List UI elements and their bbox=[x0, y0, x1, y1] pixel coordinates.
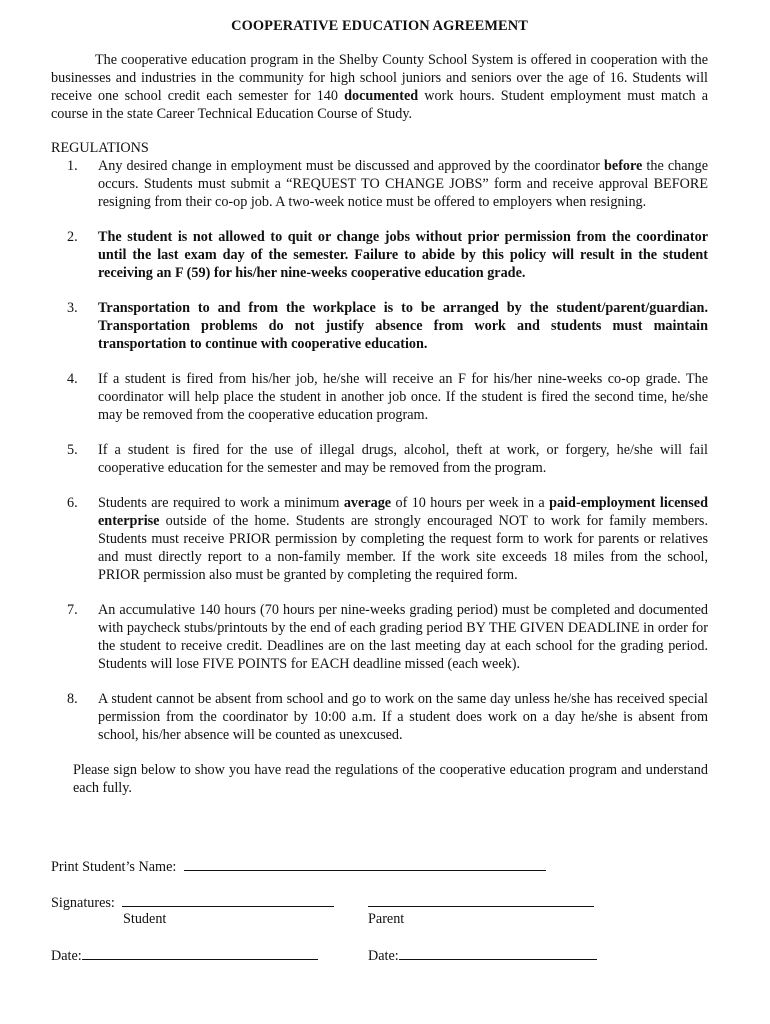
print-name-field[interactable] bbox=[184, 856, 546, 871]
parent-signature-field[interactable] bbox=[368, 892, 594, 907]
student-date-row bbox=[51, 945, 318, 965]
signatures-label: Signatures: bbox=[51, 895, 115, 911]
regulation-text: Students are required to work a minimum bbox=[98, 495, 344, 511]
regulation-text: A student cannot be absent from school and go to work on the same day unless he/she has received special permission from the coordinator by 10:00 a.m. If a student does work on a day he/she is absent from school, his/her absence will be counted as unexcused. bbox=[98, 691, 708, 743]
regulation-number: 4. bbox=[67, 371, 78, 387]
document-title: COOPERATIVE EDUCATION AGREEMENT bbox=[231, 18, 528, 34]
parent-date-label: Date: bbox=[368, 948, 399, 964]
regulation-number: 1. bbox=[67, 158, 78, 174]
student-signature-field[interactable] bbox=[122, 892, 334, 907]
regulation-text: of 10 hours per week in a bbox=[391, 495, 550, 511]
regulation-number: 3. bbox=[67, 300, 78, 316]
regulation-text: the change occurs. Students must submit a “REQUEST TO CHANGE JOBS” form and receive approval BEFORE resigning from their co-op job. A two-week notice must be offered to employers when resigning. bbox=[98, 158, 708, 210]
regulation-number: 6. bbox=[67, 495, 78, 511]
regulation-item-1 bbox=[51, 157, 708, 211]
intro-paragraph bbox=[51, 51, 708, 123]
student-caption: Student bbox=[123, 911, 167, 927]
intro-text-2: work hours. Student employment must match a course in the state Career Technical Education Course of Study. bbox=[51, 88, 709, 122]
regulation-number: 5. bbox=[67, 442, 78, 458]
regulation-bold-text: Transportation to and from the workplace is to be arranged by the student/parent/guardian. Transportation problems do not justify absence from work and students must maintain transportation to continue with cooperative education. bbox=[98, 300, 708, 352]
regulation-text: outside of the home. Students are strongly encouraged NOT to work for family members. Students must receive PRIOR permission by completing the request form to work for parents or relatives and must directly report to a non-family member. If the work site exceeds 18 miles from the school, PRIOR permission also must be granted by completing the required form. bbox=[98, 513, 708, 583]
regulation-bold-text: The student is not allowed to quit or change jobs without prior permission from the coordinator until the last exam day of the semester. Failure to abide by this policy will result in the student receiving an F (59) for his/her nine-weeks cooperative education grade. bbox=[98, 229, 708, 281]
regulation-bold-text: before bbox=[604, 158, 643, 174]
regulation-item-6 bbox=[51, 494, 708, 584]
regulation-text: Any desired change in employment must be discussed and approved by the coordinator bbox=[98, 158, 604, 174]
regulation-bold-text: average bbox=[343, 495, 392, 511]
regulation-item-3 bbox=[51, 299, 708, 353]
parent-caption: Parent bbox=[368, 911, 405, 927]
parent-signature-row bbox=[368, 892, 594, 912]
regulation-item-4 bbox=[51, 370, 708, 424]
regulation-item-5 bbox=[51, 441, 708, 477]
regulation-text: If a student is fired from his/her job, he/she will receive an F for his/her nine-weeks co-op grade. The coordinator will help place the student in another job once. If the student is fired the second time, he/she may be removed from the cooperative education program. bbox=[98, 371, 708, 423]
parent-date-field[interactable] bbox=[399, 945, 597, 960]
print-name-row bbox=[51, 856, 546, 876]
regulation-bold-text: paid-employment licensed enterprise bbox=[98, 495, 708, 529]
intro-bold-documented: documented bbox=[344, 88, 419, 104]
student-date-label: Date: bbox=[51, 948, 82, 964]
intro-text-1: The cooperative education program in the Shelby County School System is offered in cooperation with the businesses and industries in the community for high school juniors and seniors over the age of 16. Students will receive one school credit each semester for 140 bbox=[51, 52, 708, 104]
print-name-label: Print Student’s Name: bbox=[51, 859, 177, 875]
regulation-item-7 bbox=[51, 601, 708, 673]
regulation-text: An accumulative 140 hours (70 hours per nine-weeks grading period) must be completed and documented with paycheck stubs/printouts by the end of each grading period BY THE GIVEN DEADLINE in order for the student to receive credit. Deadlines are on the last meeting day at each school for the grading period. Students will lose FIVE POINTS for EACH deadline missed (each week). bbox=[98, 602, 708, 672]
closing-statement: Please sign below to show you have read the regulations of the cooperative education program and understand each fully. bbox=[73, 762, 708, 796]
student-date-field[interactable] bbox=[82, 945, 318, 960]
agreement-document bbox=[51, 18, 708, 797]
regulation-number: 8. bbox=[67, 691, 78, 707]
regulation-text: If a student is fired for the use of illegal drugs, alcohol, theft at work, or forgery, he/she will fail cooperative education for the semester and may be removed from the program. bbox=[98, 442, 708, 476]
parent-date-row bbox=[368, 945, 597, 965]
regulation-item-2 bbox=[51, 228, 708, 282]
signatures-row bbox=[51, 892, 334, 912]
regulation-item-8 bbox=[51, 690, 708, 744]
regulation-number: 7. bbox=[67, 602, 78, 618]
regulations-list bbox=[51, 157, 708, 744]
regulations-heading: REGULATIONS bbox=[51, 140, 149, 156]
regulation-number: 2. bbox=[67, 229, 78, 245]
